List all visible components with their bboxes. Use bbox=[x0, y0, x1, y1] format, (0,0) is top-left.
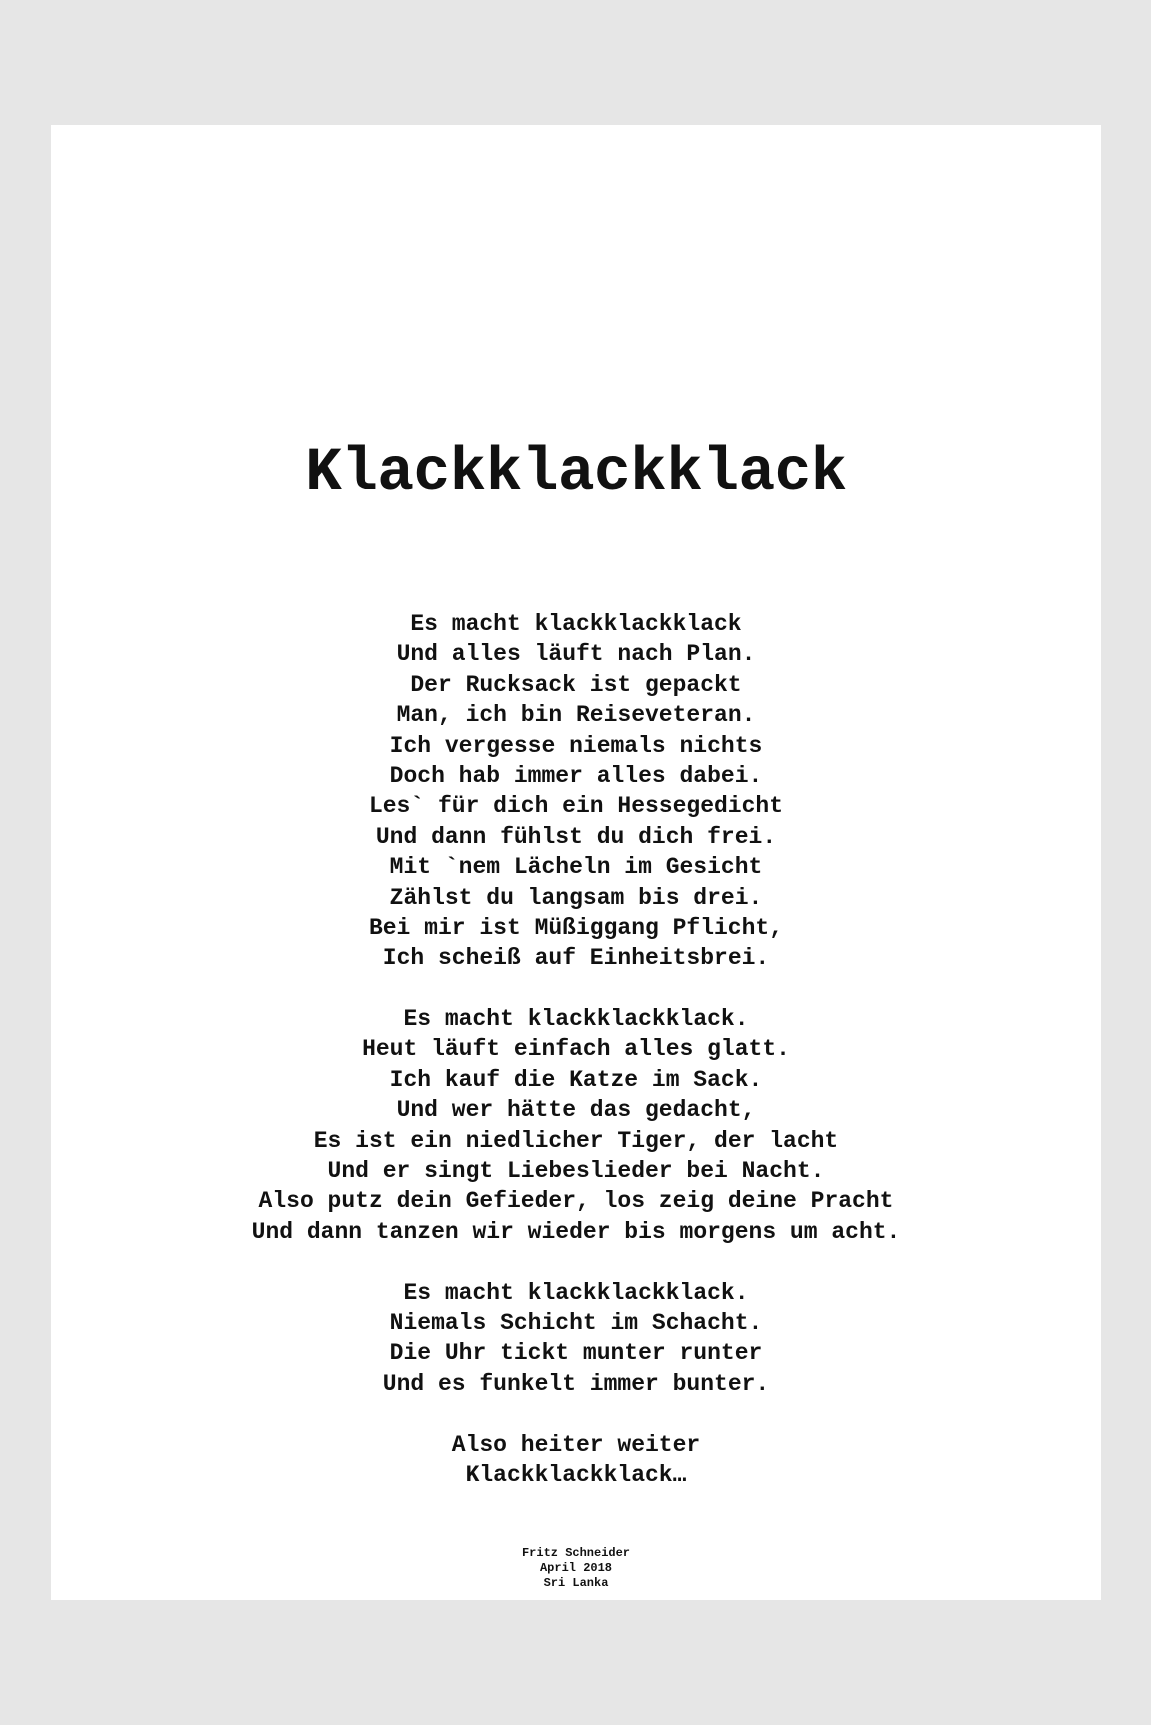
poem-line: Und er singt Liebeslieder bei Nacht. bbox=[327, 1158, 825, 1185]
poem-line: Ich kauf die Katze im Sack. bbox=[389, 1066, 763, 1093]
poem-line: Der Rucksack ist gepackt bbox=[410, 671, 742, 698]
poem-line: Heut läuft einfach alles glatt. bbox=[362, 1036, 790, 1063]
stanza bbox=[51, 1004, 1101, 1247]
poem-line: Es macht klackklackklack. bbox=[403, 1279, 749, 1306]
stanza-spacer bbox=[51, 1399, 1101, 1429]
poem-title: Klackklackklack bbox=[305, 439, 847, 508]
signature-block bbox=[51, 1546, 1101, 1591]
poem-line: Und dann tanzen wir wieder bis morgens um acht. bbox=[251, 1218, 901, 1245]
stanza bbox=[51, 1278, 1101, 1400]
poem-line: Mit `nem Lächeln im Gesicht bbox=[389, 854, 763, 881]
poem-line: Bei mir ist Müßiggang Pflicht, bbox=[368, 914, 784, 941]
signature-date: April 2018 bbox=[539, 1561, 612, 1575]
poem-line: Es ist ein niedlicher Tiger, der lacht bbox=[313, 1127, 839, 1154]
stanza-spacer bbox=[51, 974, 1101, 1004]
poem-line: Les` für dich ein Hessegedicht bbox=[368, 793, 784, 820]
poem-line: Die Uhr tickt munter runter bbox=[389, 1340, 763, 1367]
poem-line: Doch hab immer alles dabei. bbox=[389, 762, 763, 789]
poem-line: Also putz dein Gefieder, los zeig deine Pracht bbox=[258, 1188, 894, 1215]
signature-author: Fritz Schneider bbox=[521, 1546, 631, 1560]
poem-sheet bbox=[51, 125, 1101, 1600]
poem-line: Es macht klackklackklack bbox=[410, 611, 742, 637]
poem-line: Zählst du langsam bis drei. bbox=[389, 884, 763, 911]
poem-line: Und dann fühlst du dich frei. bbox=[375, 823, 777, 850]
poem-line: Niemals Schicht im Schacht. bbox=[389, 1309, 763, 1336]
stanza bbox=[51, 609, 1101, 974]
poem-line: Ich scheiß auf Einheitsbrei. bbox=[382, 945, 770, 972]
poem-body bbox=[51, 609, 1101, 1490]
poem-line: Und wer hätte das gedacht, bbox=[396, 1097, 756, 1124]
poem-line: Und alles läuft nach Plan. bbox=[396, 641, 756, 668]
poem-line: Klackklackklack… bbox=[465, 1461, 687, 1488]
poem-line: Also heiter weiter bbox=[451, 1431, 701, 1458]
poem-line: Man, ich bin Reiseveteran. bbox=[396, 702, 756, 729]
stanza bbox=[51, 1430, 1101, 1491]
poem-line: Und es funkelt immer bunter. bbox=[382, 1370, 770, 1397]
poem-line: Ich vergesse niemals nichts bbox=[389, 732, 763, 759]
poem-line: Es macht klackklackklack. bbox=[403, 1006, 749, 1033]
signature-place: Sri Lanka bbox=[543, 1576, 609, 1590]
stanza-spacer bbox=[51, 1247, 1101, 1277]
